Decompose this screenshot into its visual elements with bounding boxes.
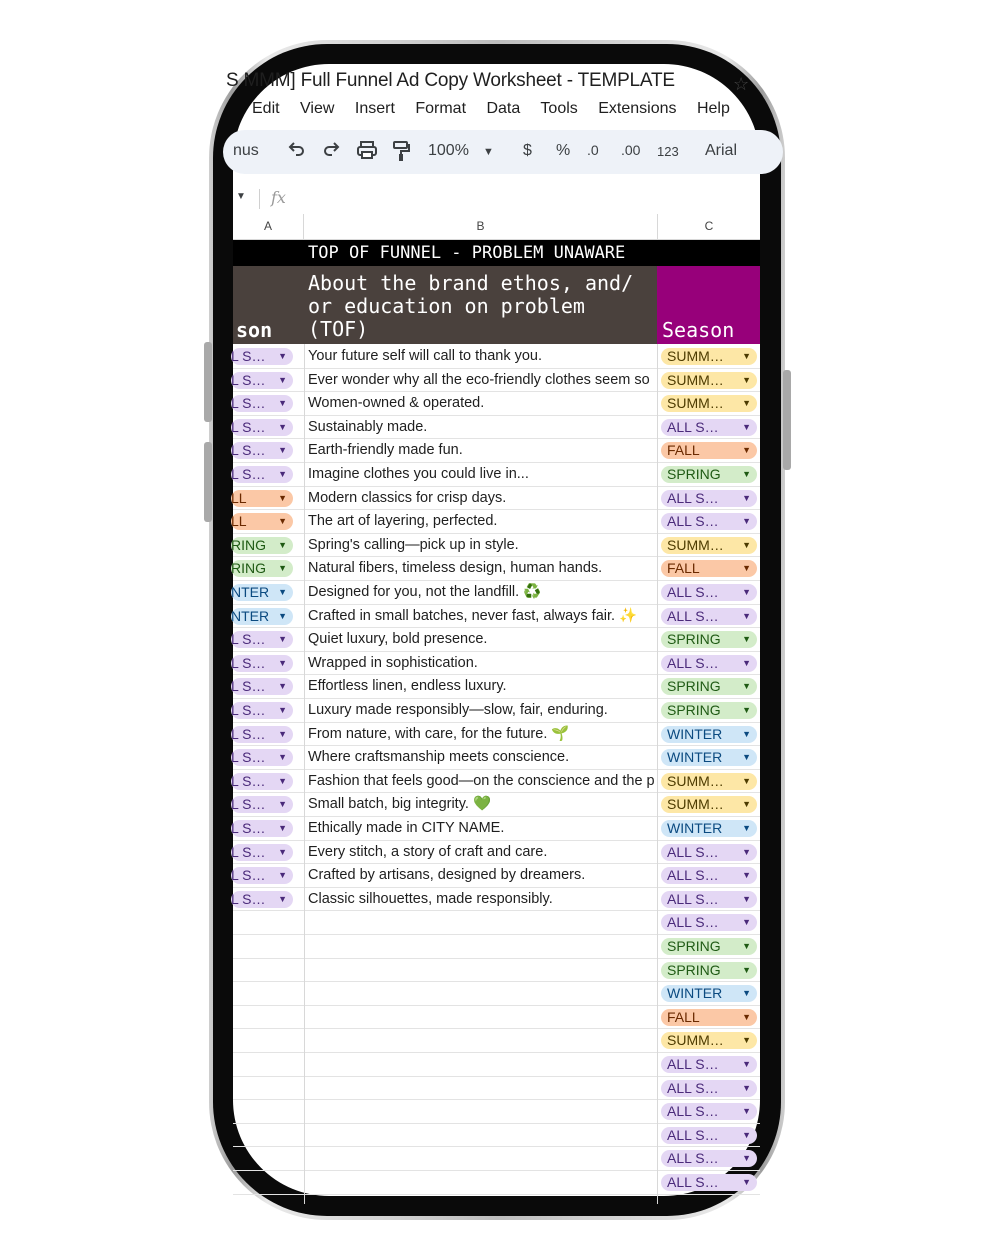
table-row [233, 510, 760, 534]
season-chip-c[interactable] [661, 726, 757, 743]
chip-label: L S… [231, 678, 266, 695]
season-chip-a[interactable] [231, 726, 293, 743]
dropdown-arrow-icon[interactable]: ▼ [278, 516, 287, 527]
season-chip-a[interactable] [231, 348, 293, 365]
dropdown-arrow-icon[interactable]: ▼ [742, 398, 751, 409]
phone-power-button [783, 370, 791, 470]
ad-copy-cell[interactable]: Spring's calling—pick up in style. [308, 536, 519, 553]
funnel-stage-title[interactable]: TOP OF FUNNEL - PROBLEM UNAWARE [308, 243, 626, 263]
season-chip-c[interactable] [661, 1174, 757, 1191]
chip-label: L S… [231, 395, 266, 412]
chip-label: ALL S… [667, 1126, 719, 1143]
search-menus-input[interactable]: nus [233, 142, 259, 159]
toolbar [223, 130, 783, 174]
dropdown-arrow-icon[interactable]: ▼ [278, 587, 287, 597]
chip-label: ALL S… [667, 418, 719, 435]
ad-copy-cell[interactable]: The art of layering, perfected. [308, 513, 498, 530]
chip-label: WINTER [667, 749, 723, 766]
chip-label: L S… [231, 418, 266, 435]
chip-label: SUMM… [667, 371, 724, 388]
chip-label: FALL [667, 560, 700, 577]
table-row [233, 557, 760, 581]
ad-copy-cell[interactable]: Wrapped in sophistication. [308, 654, 478, 671]
dropdown-arrow-icon[interactable]: ▼ [742, 917, 751, 928]
season-chip-c[interactable] [661, 938, 757, 955]
table-row [233, 935, 760, 959]
header-b-label: About the brand ethos, and/ or education on problem (TOF) [308, 271, 634, 341]
header-c-label: Season [662, 318, 735, 342]
chip-label: SPRING [667, 466, 721, 482]
format-currency-button[interactable]: $ [523, 142, 532, 159]
season-chip-a[interactable] [231, 796, 293, 813]
phone-side-button [204, 442, 212, 522]
dropdown-arrow-icon[interactable]: ▼ [742, 657, 751, 668]
phone-screen [226, 64, 760, 1196]
table-row [233, 959, 760, 983]
dropdown-arrow-icon[interactable]: ▼ [742, 728, 751, 739]
dropdown-arrow-icon[interactable]: ▼ [278, 728, 287, 739]
dropdown-arrow-icon[interactable]: ▼ [278, 563, 287, 574]
paint-format-icon[interactable] [391, 140, 411, 167]
ad-copy-cell[interactable]: From nature, with care, for the future. 🌱 [308, 725, 570, 742]
dropdown-arrow-icon[interactable]: ▼ [278, 445, 287, 456]
table-row [233, 534, 760, 558]
dropdown-arrow-icon[interactable]: ▼ [742, 1011, 751, 1022]
season-chip-c[interactable] [661, 513, 757, 530]
menu-edit[interactable]: Edit [252, 100, 280, 117]
chip-label: L S… [231, 749, 266, 766]
table-row [233, 1029, 760, 1053]
table-row [233, 392, 760, 416]
menu-extensions[interactable]: Extensions [598, 100, 677, 117]
ad-copy-cell[interactable] [308, 959, 656, 982]
table-row [233, 864, 760, 888]
season-chip-c[interactable] [661, 702, 757, 719]
season-chip-a[interactable] [231, 749, 293, 766]
season-chip-c[interactable] [661, 608, 757, 625]
ad-copy-cell[interactable]: Women-owned & operated. [308, 395, 485, 412]
dropdown-arrow-icon[interactable]: ▼ [742, 516, 751, 527]
season-chip-a[interactable] [231, 513, 293, 530]
table-row [233, 487, 760, 511]
chip-label: SUMM… [667, 348, 724, 364]
season-chip-c[interactable] [661, 655, 757, 672]
dropdown-arrow-icon[interactable]: ▼ [742, 1082, 751, 1093]
dropdown-arrow-icon[interactable]: ▼ [278, 421, 287, 432]
chip-label: RING [231, 536, 266, 553]
table-row [233, 463, 760, 487]
dropdown-arrow-icon[interactable]: ▼ [742, 846, 751, 857]
table-row [233, 652, 760, 676]
season-chip-a[interactable] [231, 867, 293, 884]
season-chip-c[interactable] [661, 678, 757, 695]
dropdown-arrow-icon[interactable]: ▼ [742, 445, 751, 456]
chip-label: ALL S… [667, 513, 719, 530]
ad-copy-cell[interactable]: Ethically made in CITY NAME. [308, 820, 505, 836]
header-a-label: son [236, 318, 273, 342]
season-chip-a[interactable] [231, 844, 293, 861]
season-chip-c[interactable] [661, 631, 757, 648]
table-row [233, 675, 760, 699]
dropdown-arrow-icon[interactable]: ▼ [742, 964, 751, 975]
menu-bar [252, 100, 746, 118]
chip-label: L S… [231, 466, 266, 482]
dropdown-arrow-icon[interactable]: ▼ [742, 610, 751, 621]
season-chip-c[interactable] [661, 749, 757, 766]
season-chip-a[interactable] [231, 537, 293, 554]
header-cell-b[interactable] [304, 266, 657, 344]
chip-label: SUMM… [667, 395, 724, 412]
increase-decimal-button[interactable]: .00 [621, 142, 641, 158]
menu-format[interactable]: Format [415, 100, 467, 117]
dropdown-arrow-icon[interactable]: ▼ [278, 351, 287, 361]
table-row [233, 699, 760, 723]
dropdown-arrow-icon[interactable]: ▼ [278, 374, 287, 385]
dropdown-arrow-icon[interactable]: ▼ [278, 492, 287, 503]
chip-label: WINTER [667, 985, 723, 1002]
season-chip-a[interactable] [231, 395, 293, 412]
formula-input[interactable] [293, 184, 753, 212]
chip-label: L S… [231, 867, 266, 884]
chip-label: ALL S… [667, 890, 719, 907]
ad-copy-cell[interactable]: Small batch, big integrity. 💚 [308, 796, 491, 813]
ad-copy-cell[interactable] [308, 982, 656, 1005]
ad-copy-cell[interactable]: Imagine clothes you could live in... [308, 466, 529, 482]
ad-copy-cell[interactable] [308, 935, 656, 958]
season-chip-c[interactable] [661, 1127, 757, 1144]
header-cell-c[interactable] [657, 266, 760, 344]
star-icon[interactable]: ☆ [733, 74, 750, 94]
table-row [233, 1077, 760, 1101]
dropdown-arrow-icon[interactable]: ▼ [742, 1177, 751, 1187]
season-chip-a[interactable] [231, 631, 293, 648]
table-row [233, 628, 760, 652]
dropdown-arrow-icon[interactable]: ▼ [742, 1059, 751, 1069]
chip-label: L S… [231, 442, 266, 459]
dropdown-arrow-icon[interactable]: ▼ [278, 398, 287, 409]
season-chip-a[interactable] [231, 490, 293, 507]
dropdown-arrow-icon[interactable]: ▼ [278, 469, 287, 479]
table-row [233, 416, 760, 440]
dropdown-arrow-icon[interactable]: ▼ [742, 1129, 751, 1140]
ad-copy-cell[interactable] [308, 1124, 656, 1147]
dropdown-arrow-icon[interactable]: ▼ [742, 1035, 751, 1046]
season-chip-a[interactable] [231, 891, 293, 908]
dropdown-arrow-icon[interactable]: ▼ [742, 705, 751, 715]
dropdown-arrow-icon[interactable]: ▼ [742, 799, 751, 810]
dropdown-arrow-icon[interactable]: ▼ [742, 587, 751, 597]
chip-label: SPRING [667, 938, 721, 954]
chip-label: SPRING [667, 961, 721, 978]
season-chip-c[interactable] [661, 891, 757, 908]
season-chip-a[interactable] [231, 419, 293, 436]
dropdown-arrow-icon[interactable]: ▼ [742, 563, 751, 574]
season-chip-c[interactable] [661, 773, 757, 790]
chip-label: ALL S… [667, 654, 719, 671]
table-row [233, 982, 760, 1006]
chip-label: L S… [231, 843, 266, 860]
column-header-c[interactable]: C [658, 214, 760, 240]
season-chip-a[interactable] [231, 820, 293, 837]
dropdown-arrow-icon[interactable]: ▼ [742, 539, 751, 550]
chip-label: LL [231, 489, 247, 506]
table-row [233, 581, 760, 605]
season-chip-c[interactable] [661, 348, 757, 365]
season-chip-c[interactable] [661, 1103, 757, 1120]
ad-copy-cell[interactable] [308, 1029, 656, 1052]
dropdown-arrow-icon[interactable]: ▼ [742, 752, 751, 763]
dropdown-arrow-icon[interactable]: ▼ [278, 610, 287, 621]
dropdown-arrow-icon[interactable]: ▼ [278, 657, 287, 668]
ad-copy-cell[interactable]: Modern classics for crisp days. [308, 489, 507, 506]
dropdown-arrow-icon[interactable]: ▼ [742, 1153, 751, 1164]
season-chip-c[interactable] [661, 1080, 757, 1097]
name-box-dropdown-icon[interactable]: ▼ [236, 191, 246, 202]
ad-copy-cell[interactable]: Sustainably made. [308, 418, 428, 435]
season-chip-c[interactable] [661, 395, 757, 412]
chip-label: ALL S… [667, 843, 719, 860]
season-chip-c[interactable] [661, 1056, 757, 1073]
dropdown-arrow-icon[interactable]: ▼ [742, 1106, 751, 1117]
chip-label: SUMM… [667, 772, 724, 789]
ad-copy-cell[interactable]: Classic silhouettes, made responsibly. [308, 890, 553, 907]
chip-label: L S… [231, 371, 266, 388]
dropdown-arrow-icon[interactable]: ▼ [278, 539, 287, 550]
column-header-a[interactable]: A [233, 214, 304, 240]
season-chip-c[interactable] [661, 419, 757, 436]
table-row [233, 605, 760, 629]
chip-label: NTER [231, 584, 270, 600]
decrease-decimal-button[interactable]: .0 [587, 142, 599, 158]
chip-label: SUMM… [667, 1032, 724, 1049]
table-row [233, 1100, 760, 1124]
ad-copy-cell[interactable]: Designed for you, not the landfill. ♻️ [308, 584, 542, 600]
chip-label: SPRING [667, 702, 721, 718]
table-row [233, 817, 760, 841]
season-chip-a[interactable] [231, 372, 293, 389]
chip-label: FALL [667, 1008, 700, 1025]
chip-label: FALL [667, 442, 700, 459]
chip-label: SPRING [667, 631, 721, 648]
chip-label: L S… [231, 631, 266, 648]
dropdown-arrow-icon[interactable]: ▼ [742, 492, 751, 503]
ad-copy-cell[interactable] [308, 1053, 656, 1076]
dropdown-arrow-icon[interactable]: ▼ [742, 988, 751, 999]
table-row [233, 888, 760, 912]
table-row [233, 345, 760, 369]
chip-label: L S… [231, 772, 266, 789]
header-cell-a[interactable] [233, 266, 304, 344]
column-header-b[interactable]: B [304, 214, 658, 240]
format-percent-button[interactable]: % [556, 142, 571, 159]
ad-copy-cell[interactable]: Effortless linen, endless luxury. [308, 678, 507, 695]
table-row [233, 911, 760, 935]
table-row [233, 1171, 760, 1195]
chip-label: ALL S… [667, 584, 719, 600]
season-chip-c[interactable] [661, 796, 757, 813]
menu-data[interactable]: Data [486, 100, 521, 117]
season-chip-a[interactable] [231, 655, 293, 672]
ad-copy-cell[interactable] [308, 1171, 656, 1194]
season-chip-a[interactable] [231, 773, 293, 790]
dropdown-arrow-icon[interactable]: ▼ [742, 351, 751, 361]
dropdown-arrow-icon[interactable]: ▼ [742, 823, 751, 833]
season-chip-c[interactable] [661, 466, 757, 483]
chip-label: SPRING [667, 678, 721, 695]
table-row [233, 746, 760, 770]
chip-label: L S… [231, 348, 266, 364]
chip-label: NTER [231, 607, 270, 624]
zoom-dropdown-icon[interactable]: ▼ [483, 146, 494, 158]
ad-copy-cell[interactable]: Natural fibers, timeless design, human hands. [308, 560, 603, 577]
chip-label: ALL S… [667, 867, 719, 884]
season-chip-c[interactable] [661, 490, 757, 507]
dropdown-arrow-icon[interactable]: ▼ [278, 846, 287, 857]
dropdown-arrow-icon[interactable]: ▼ [278, 823, 287, 833]
dropdown-arrow-icon[interactable]: ▼ [742, 421, 751, 432]
table-row [233, 723, 760, 747]
menu-tools[interactable]: Tools [540, 100, 578, 117]
redo-icon[interactable] [321, 140, 341, 165]
table-row [233, 841, 760, 865]
dropdown-arrow-icon[interactable]: ▼ [742, 870, 751, 881]
table-row [233, 369, 760, 393]
ad-copy-cell[interactable] [308, 1006, 656, 1029]
ad-copy-cell[interactable]: Quiet luxury, bold presence. [308, 631, 488, 648]
season-chip-a[interactable] [231, 442, 293, 459]
print-icon[interactable] [356, 140, 378, 165]
season-chip-c[interactable] [661, 1032, 757, 1049]
season-chip-c[interactable] [661, 985, 757, 1002]
ad-copy-cell[interactable]: Fashion that feels good—on the conscience and the p [308, 772, 655, 789]
menu-help[interactable]: Help [696, 100, 730, 117]
chip-label: L S… [231, 702, 266, 718]
menu-view[interactable]: View [300, 100, 335, 117]
season-chip-a[interactable] [231, 678, 293, 695]
chip-label: ALL S… [667, 489, 719, 506]
table-row [233, 1006, 760, 1030]
season-chip-c[interactable] [661, 914, 757, 931]
season-chip-c[interactable] [661, 844, 757, 861]
chip-label: ALL S… [667, 1174, 719, 1190]
chip-label: L S… [231, 820, 266, 836]
dropdown-arrow-icon[interactable]: ▼ [742, 681, 751, 692]
chip-label: ALL S… [667, 1056, 719, 1072]
ad-copy-cell[interactable]: Earth-friendly made fun. [308, 442, 463, 459]
ad-copy-cell[interactable]: Every stitch, a story of craft and care. [308, 843, 548, 860]
dropdown-arrow-icon[interactable]: ▼ [278, 775, 287, 786]
season-chip-c[interactable] [661, 962, 757, 979]
chip-label: LL [231, 513, 247, 530]
season-chip-a[interactable] [231, 702, 293, 719]
chip-label: L S… [231, 796, 266, 813]
season-chip-c[interactable] [661, 820, 757, 837]
ad-copy-cell[interactable]: Where craftsmanship meets conscience. [308, 749, 570, 766]
dropdown-arrow-icon[interactable]: ▼ [278, 799, 287, 810]
ad-copy-cell[interactable] [308, 1147, 656, 1170]
chip-label: ALL S… [667, 1150, 719, 1167]
season-chip-a[interactable] [231, 466, 293, 483]
chip-label: WINTER [667, 725, 723, 742]
chip-label: SUMM… [667, 796, 724, 813]
table-row [233, 793, 760, 817]
menu-insert[interactable]: Insert [354, 100, 395, 117]
season-chip-c[interactable] [661, 1150, 757, 1167]
chip-label: L S… [231, 654, 266, 671]
season-chip-c[interactable] [661, 560, 757, 577]
ad-copy-cell[interactable]: Luxury made responsibly—slow, fair, enduring. [308, 702, 608, 718]
season-chip-c[interactable] [661, 537, 757, 554]
season-chip-c[interactable] [661, 867, 757, 884]
chip-label: ALL S… [667, 607, 719, 624]
ad-copy-cell[interactable]: Ever wonder why all the eco-friendly clothes seem so [308, 371, 650, 388]
chip-label: WINTER [667, 820, 723, 836]
dropdown-arrow-icon[interactable]: ▼ [278, 752, 287, 763]
dropdown-arrow-icon[interactable]: ▼ [278, 870, 287, 881]
formula-divider [259, 189, 260, 209]
ad-copy-cell[interactable]: Crafted in small batches, never fast, always fair. ✨ [308, 607, 638, 624]
season-chip-c[interactable] [661, 584, 757, 601]
grid-line [304, 344, 305, 1204]
table-row [233, 1147, 760, 1171]
phone-side-button [204, 342, 212, 422]
table-row [233, 1124, 760, 1148]
document-title[interactable]: S MMM] Full Funnel Ad Copy Worksheet - TEMPLATE [226, 70, 675, 91]
chip-label: ALL S… [667, 1079, 719, 1096]
fx-icon: fx [271, 188, 286, 207]
dropdown-arrow-icon[interactable]: ▼ [742, 374, 751, 385]
chip-label: ALL S… [667, 914, 719, 931]
dropdown-arrow-icon[interactable]: ▼ [742, 775, 751, 786]
ad-copy-cell[interactable]: Your future self will call to thank you. [308, 348, 543, 364]
undo-icon[interactable] [287, 140, 307, 165]
ad-copy-cell[interactable] [308, 911, 656, 934]
dropdown-arrow-icon[interactable]: ▼ [742, 893, 751, 904]
season-chip-a[interactable] [231, 560, 293, 577]
chip-label: ALL S… [667, 1103, 719, 1120]
season-chip-c[interactable] [661, 442, 757, 459]
ad-copy-cell[interactable] [308, 1100, 656, 1123]
chip-label: SUMM… [667, 536, 724, 553]
chip-label: RING [231, 560, 266, 577]
dropdown-arrow-icon[interactable]: ▼ [742, 634, 751, 645]
dropdown-arrow-icon[interactable]: ▼ [278, 705, 287, 715]
season-chip-c[interactable] [661, 372, 757, 389]
season-chip-a[interactable] [231, 608, 293, 625]
grid-line [657, 344, 658, 1204]
chip-label: L S… [231, 725, 266, 742]
ad-copy-cell[interactable] [308, 1077, 656, 1100]
zoom-select[interactable]: 100% [428, 142, 469, 159]
font-select[interactable]: Arial [705, 142, 738, 159]
dropdown-arrow-icon[interactable]: ▼ [742, 941, 751, 951]
number-format-button[interactable]: 123 [657, 144, 679, 159]
dropdown-arrow-icon[interactable]: ▼ [278, 893, 287, 904]
chip-label: L S… [231, 890, 266, 907]
dropdown-arrow-icon[interactable]: ▼ [278, 634, 287, 645]
table-row [233, 1053, 760, 1077]
table-row [233, 770, 760, 794]
dropdown-arrow-icon[interactable]: ▼ [742, 469, 751, 479]
table-row [233, 439, 760, 463]
season-chip-a[interactable] [231, 584, 293, 601]
dropdown-arrow-icon[interactable]: ▼ [278, 681, 287, 692]
season-chip-c[interactable] [661, 1009, 757, 1026]
ad-copy-cell[interactable]: Crafted by artisans, designed by dreamers. [308, 867, 586, 884]
